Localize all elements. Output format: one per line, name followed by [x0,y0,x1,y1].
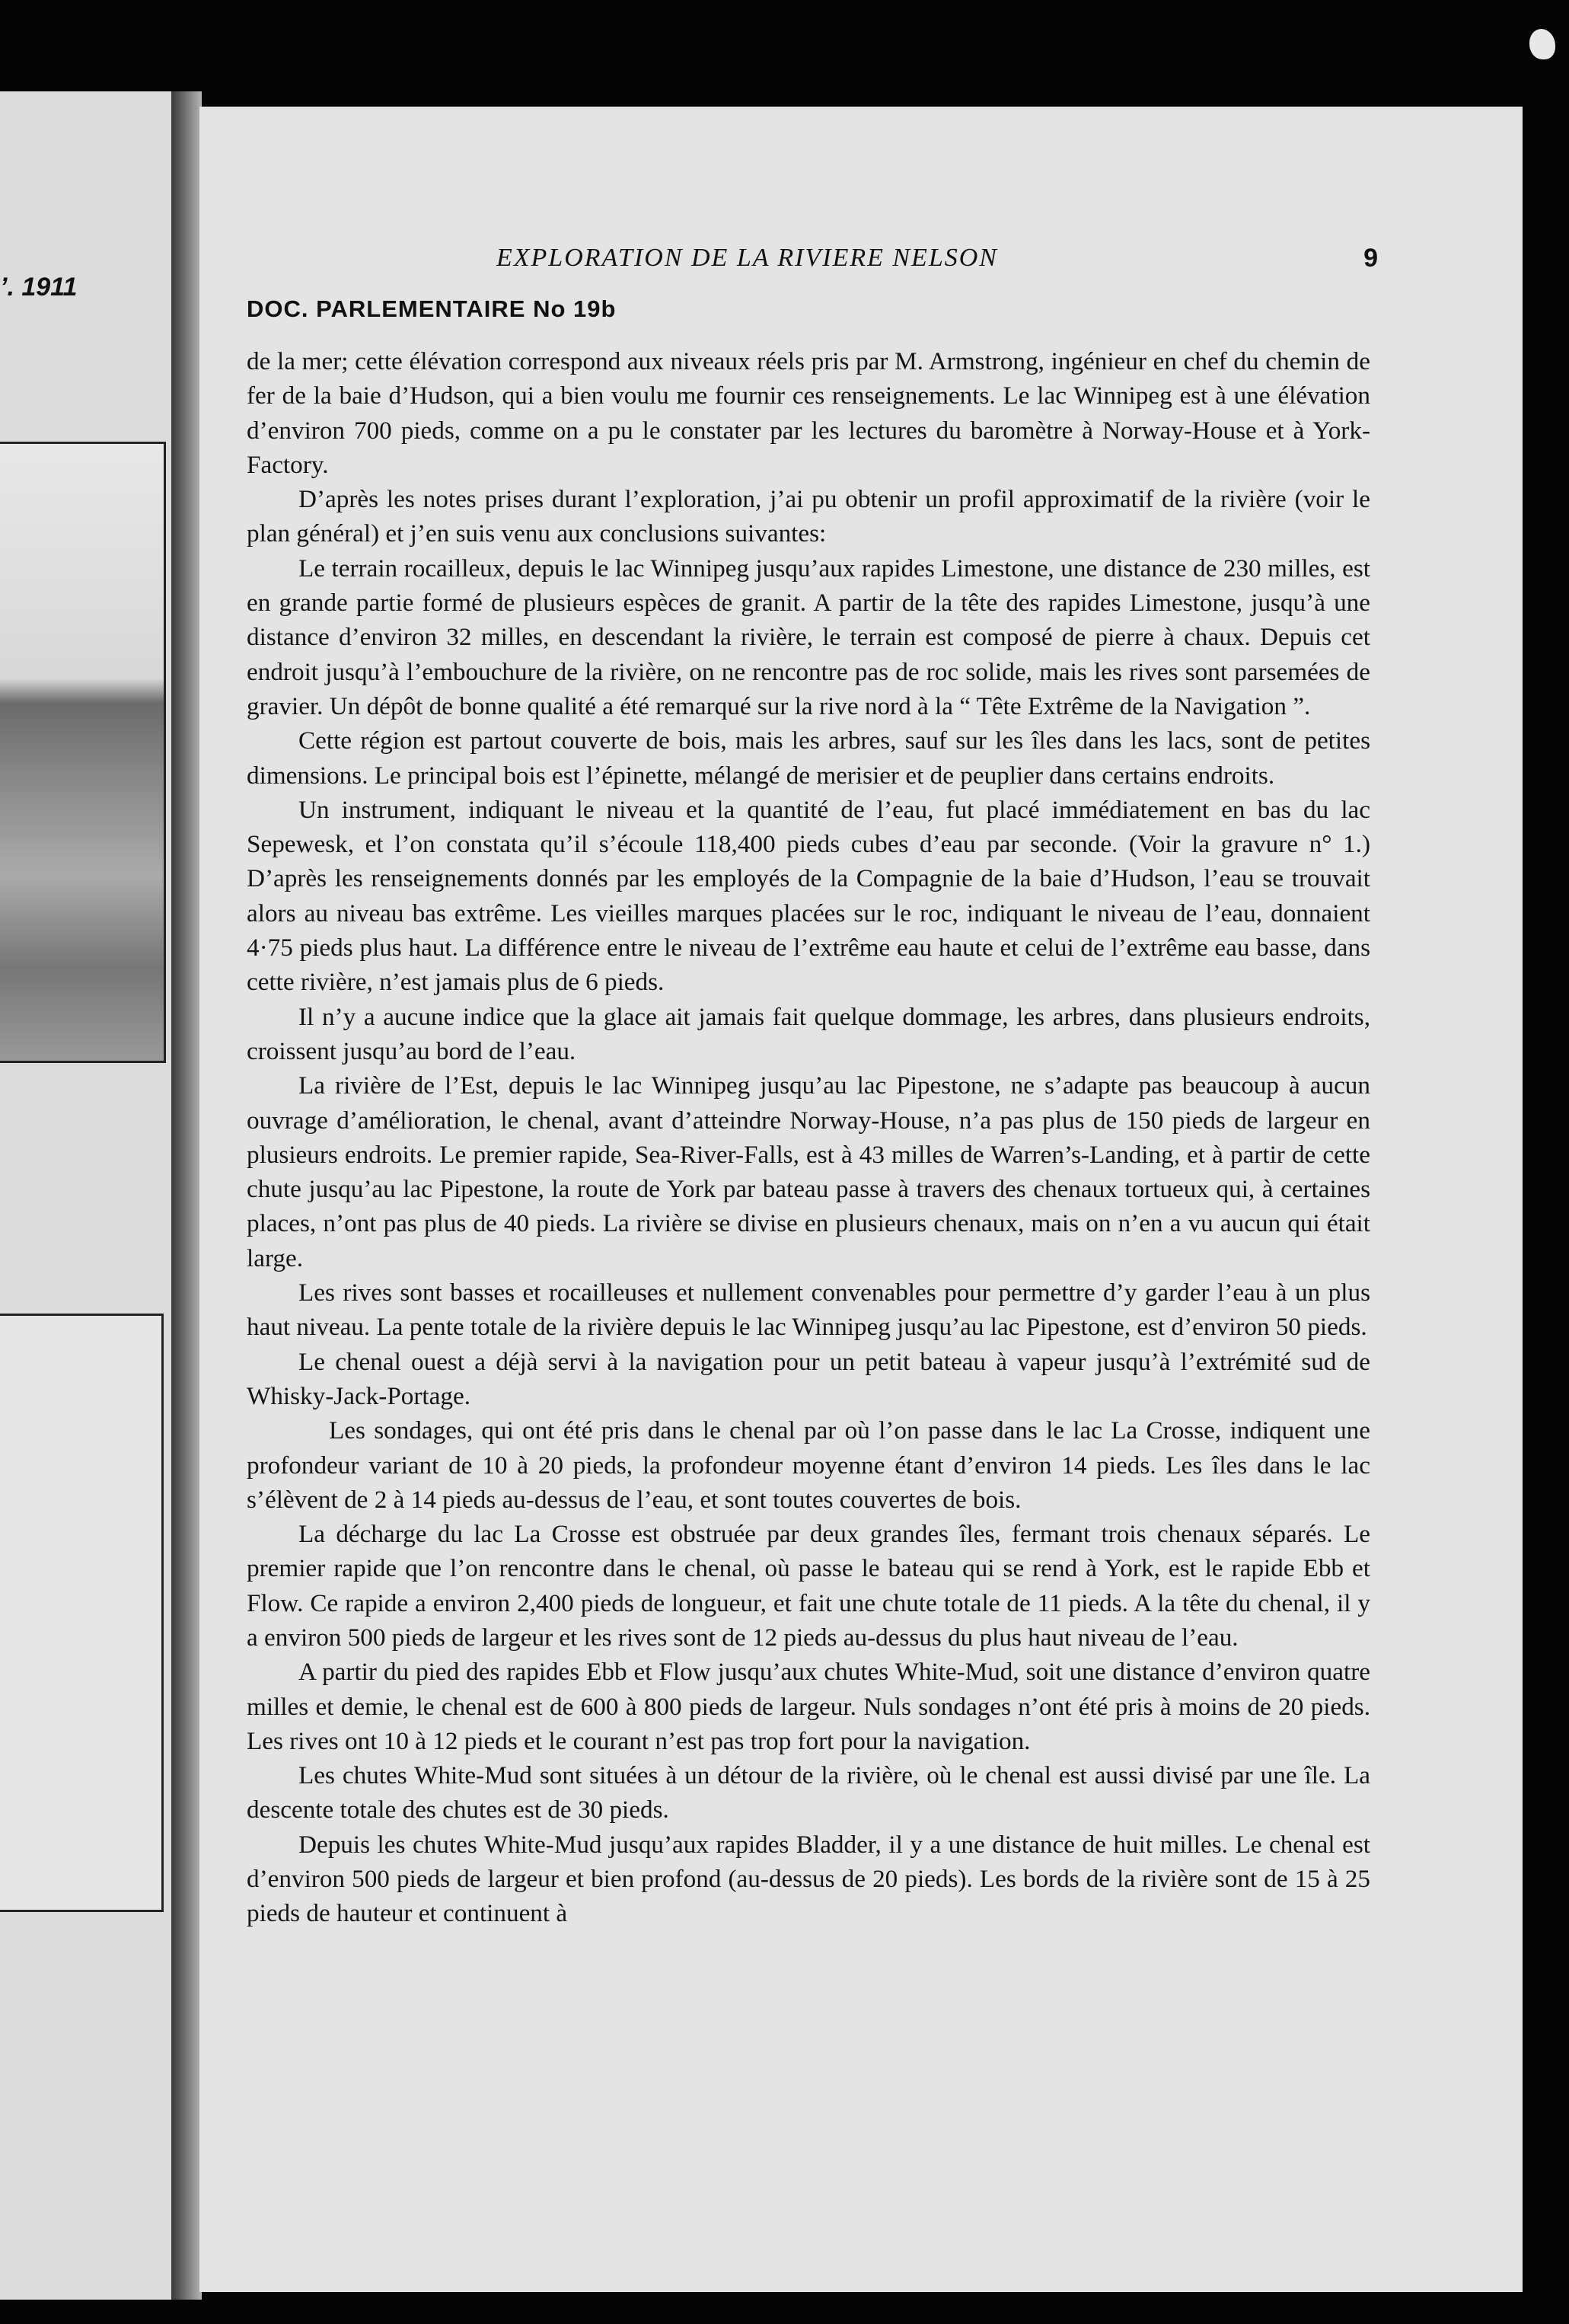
document-reference: DOC. PARLEMENTAIRE No 19b [247,295,617,322]
facing-page-photo-top [0,442,166,1063]
paragraph: Il n’y a aucune indice que la glace ait jamais fait quelque dommage, les arbres, dans plusieurs endroits, croissent jusqu’au bord de l’eau. [247,1002,1370,1065]
corner-mark [1529,29,1555,59]
paragraph: Le terrain rocailleux, depuis le lac Winnipeg jusqu’aux rapides Limestone, une distance de 230 milles, est en grande partie formé de plusieurs espèces de granit. A partir de la tête des rapides Limestone, jusqu’à une distance d’environ 32 milles, en descendant la rivière, le terrain est composé de pierre à chaux. Depuis cet endroit jusqu’à l’embouchure de la rivière, on ne rencontre pas de roc solide, mais les rives sont parsemées de gravier. Un dépôt de bonne qualité a été remarqué sur la rive nord à la “ Tête Extrême de la Navigation ”. [247,554,1370,720]
facing-page [0,91,171,2300]
page-number: 9 [1363,244,1378,273]
paragraph: A partir du pied des rapides Ebb et Flow jusqu’aux chutes White-Mud, soit une distance d’environ quatre milles et demie, le chenal est de 600 à 800 pieds de largeur. Nuls sondages n’ont été pris à moins de 20 pieds. Les rives ont 10 à 12 pieds et le courant n’est pas trop fort pour la navigation. [247,1658,1370,1755]
paragraph: La rivière de l’Est, depuis le lac Winnipeg jusqu’au lac Pipestone, ne s’adapte pas beaucoup à aucun ouvrage d’amélioration, le chenal, avant d’atteindre Norway-House, n’a pas plus de 150 pieds de largeur en plusieurs endroits. Le premier rapide, Sea-River-Falls, est à 43 milles de Warren’s-Landing, et à partir de cette chute jusqu’au lac Pipestone, la route de York par bateau passe à travers des chenaux tortueux qui, à certaines places, n’ont pas plus de 40 pieds. La rivière se divise en plusieurs chenaux, mais on n’en a vu aucun qui était large. [247,1071,1370,1272]
paragraph: Cette région est partout couverte de bois, mais les arbres, sauf sur les îles dans les lacs, sont de petites dimensions. Le principal bois est l’épinette, mélangé de merisier et de peuplier dans certains endroits. [247,726,1370,790]
facing-page-photo-bottom [0,1314,164,1912]
paragraph: de la mer; cette élévation correspond aux niveaux réels pris par M. Armstrong, ingénieur en chef du chemin de fer de la baie d’Hudson, qui a bien voulu me fournir ces renseignements. Le lac Winnipeg est à une élévation d’environ 700 pieds, comme on a pu le constater par les lectures du baromètre à Norway-House et à York-Factory. [247,347,1370,479]
body-text [247,344,1370,1931]
paragraph: La décharge du lac La Crosse est obstruée par deux grandes îles, fermant trois chenaux séparés. Le premier rapide que l’on rencontre dans le chenal, où passe le bateau qui se rend à York, est le rapide Ebb et Flow. Ce rapide a environ 2,400 pieds de longueur, et fait une chute totale de 11 pieds. A la tête du chenal, il y a environ 500 pieds de largeur et les rives sont de 12 pieds au-dessus du plus haut niveau de l’eau. [247,1520,1370,1652]
paragraph: Les chutes White-Mud sont situées à un détour de la rivière, où le chenal est aussi divisé par une île. La descente totale des chutes est de 30 pieds. [247,1761,1370,1824]
facing-page-year: ’. 1911 [0,273,78,302]
paragraph: Les sondages, qui ont été pris dans le chenal par où l’on passe dans le lac La Crosse, indiquent une profondeur variant de 10 à 20 pieds, la profondeur moyenne étant d’environ 14 pieds. Les îles dans le lac s’élèvent de 2 à 14 pieds au-dessus de l’eau, et sont toutes couvertes de bois. [247,1416,1370,1514]
document-page [199,107,1523,2292]
paragraph: Le chenal ouest a déjà servi à la navigation pour un petit bateau à vapeur jusqu’à l’extrémité sud de Whisky-Jack-Portage. [247,1347,1370,1410]
running-title: EXPLORATION DE LA RIVIERE NELSON [496,244,998,272]
running-head [199,244,1523,282]
paragraph: D’après les notes prises durant l’exploration, j’ai pu obtenir un profil approximatif de la rivière (voir le plan général) et j’en suis venu aux conclusions suivantes: [247,485,1370,548]
book-gutter [171,91,202,2300]
paragraph: Depuis les chutes White-Mud jusqu’aux rapides Bladder, il y a une distance de huit milles. Le chenal est d’environ 500 pieds de largeur et bien profond (au-dessus de 20 pieds). Les bords de la rivière sont de 15 à 25 pieds de hauteur et continuent à [247,1830,1370,1928]
paragraph: Un instrument, indiquant le niveau et la quantité de l’eau, fut placé immédiatement en bas du lac Sepewesk, et l’on constata qu’il s’écoule 118,400 pieds cubes d’eau par seconde. (Voir la gravure n° 1.) D’après les renseignements donnés par les employés de la Compagnie de la baie d’Hudson, l’eau se trouvait alors au niveau bas extrême. Les vieilles marques placées sur le roc, indiquant le niveau de l’eau, donnaient 4·75 pieds plus haut. La différence entre le niveau de l’extrême eau haute et celui de l’extrême eau basse, dans cette rivière, n’est jamais plus de 6 pieds. [247,795,1370,997]
paragraph: Les rives sont basses et rocailleuses et nullement convenables pour permettre d’y garder l’eau à un plus haut niveau. La pente totale de la rivière depuis le lac Winnipeg jusqu’au lac Pipestone, est d’environ 50 pieds. [247,1279,1370,1342]
